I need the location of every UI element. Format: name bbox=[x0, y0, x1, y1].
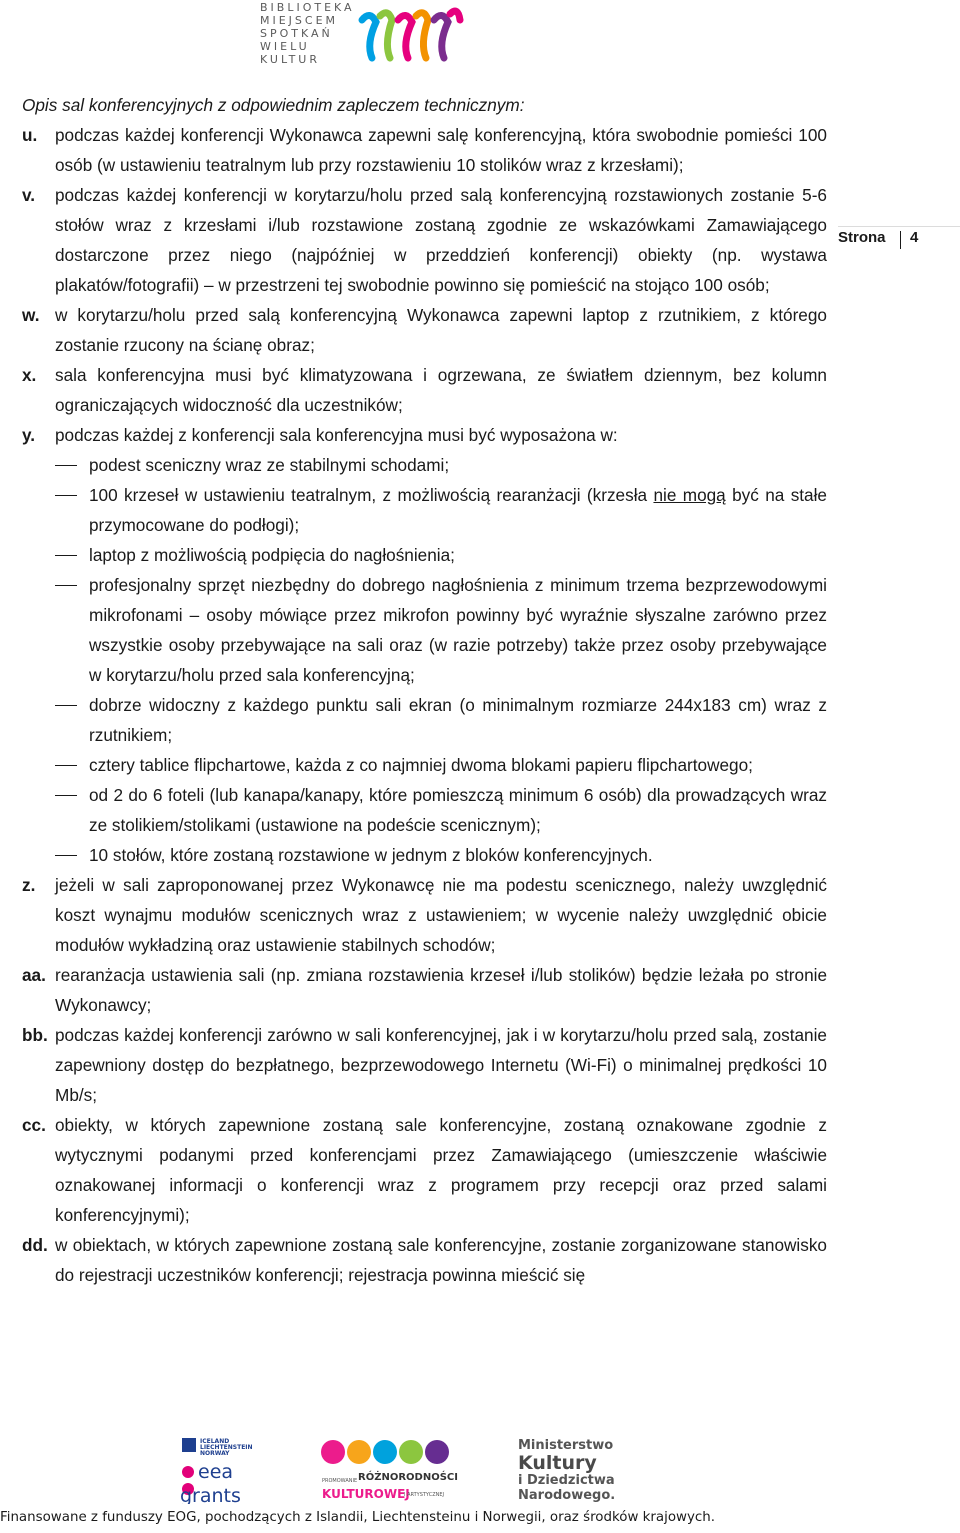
item-text: sala konferencyjna musi być klimatyzowana i ogrzewana, ze światłem dziennym, bez kolumn ograniczających widoczność dla uczestników; bbox=[55, 365, 827, 415]
item-marker: bb. bbox=[22, 1025, 48, 1045]
equipment-text: od 2 do 6 foteli (lub kanapa/kanapy, które pomieszczą minimum 6 osób) dla prowadzących wraz ze stolikiem/stolikami (ustawione na podeście scenicznym); bbox=[89, 785, 827, 835]
eea-country: ICELAND bbox=[200, 1438, 230, 1445]
list-item bbox=[22, 1020, 827, 1110]
ministry-line: i Dziedzictwa bbox=[518, 1473, 615, 1488]
funding-logos bbox=[170, 1432, 640, 1504]
equipment-text: profesjonalny sprzęt niezbędny do dobrego nagłośnienia z minimum trzema bezprzewodowymi mikrofonami – osoby mówiące przez mikrofon powinny być wyraźnie słyszalne zarówno przez wszystkie osoby przebywające na sali oraz (w razie potrzeby) także przez osoby przebywające w korytarzu/holu przed sala konferencyjną; bbox=[89, 575, 827, 685]
item-marker: z. bbox=[22, 875, 36, 895]
library-logo bbox=[258, 0, 378, 72]
equipment-text: dobrze widoczny z każdego punktu sali ekran (o minimalnym rozmiarze 244x183 cm) wraz z rzutnikiem; bbox=[89, 695, 827, 745]
page-number-label bbox=[838, 229, 960, 251]
list-item bbox=[22, 960, 827, 1020]
logo-caption: PROMOWANIE bbox=[322, 1478, 358, 1484]
people-figures-icon bbox=[356, 6, 466, 66]
divider bbox=[838, 226, 960, 227]
ministry-line: Kultury bbox=[518, 1452, 597, 1474]
logo-line: WIELU bbox=[260, 40, 310, 53]
equipment-text: laptop z możliwością podpięcia do nagłośnienia; bbox=[89, 545, 455, 565]
item-text: obiekty, w których zapewnione zostaną sale konferencyjne, zostaną oznakowane zgodnie z wytycznymi podanymi przed konferencjami przez Zamawiającego (umieszczenie właściwie oznakowanej informacji o konferencji wraz z programem przy recepcji oraz przed salami konferencyjnymi); bbox=[55, 1115, 827, 1225]
section-intro: Opis sal konferencyjnych z odpowiednim zapleczem technicznym: bbox=[22, 95, 525, 115]
grants-word: grants bbox=[180, 1485, 241, 1504]
item-text: podczas każdej konferencji Wykonawca zapewni salę konferencyjną, która swobodnie pomieści 100 osób (w ustawieniu teatralnym lub przy rozstawieniu 10 stolików wraz z krzesłami); bbox=[55, 125, 827, 175]
list-item bbox=[22, 120, 827, 180]
item-text: podczas każdej z konferencji sala konferencyjna musi być wyposażona w: bbox=[55, 425, 618, 445]
eea-word: eea bbox=[198, 1461, 234, 1483]
equipment-item bbox=[55, 750, 827, 780]
equipment-item bbox=[55, 540, 827, 570]
eea-country: NORWAY bbox=[200, 1450, 230, 1457]
list-item bbox=[22, 870, 827, 960]
list-item bbox=[22, 1110, 827, 1230]
equipment-item bbox=[55, 840, 827, 870]
item-text: w obiektach, w których zapewnione zostaną sale konferencyjne, zostanie zorganizowane stanowisko do rejestracji uczestników konferencji; rejestracja powinna mieścić się bbox=[55, 1235, 827, 1285]
equipment-item bbox=[55, 450, 827, 480]
list-item bbox=[22, 360, 827, 420]
item-text: jeżeli w sali zaproponowanej przez Wykonawcę nie ma podestu scenicznego, należy uwzględnić koszt wynajmu modułów scenicznych wraz z ustawieniem; w wycenie należy uwzględnić obicie modułów wykładziną oraz ustawienie stabilnych schodów; bbox=[55, 875, 827, 955]
equipment-text: cztery tablice flipchartowe, każda z co najmniej dwoma blokami papieru flipchartowego; bbox=[89, 755, 753, 775]
ministry-line: Ministerstwo bbox=[518, 1438, 614, 1453]
list-item bbox=[22, 1230, 827, 1290]
logo-line: MIEJSCEM bbox=[260, 14, 339, 27]
item-marker: x. bbox=[22, 365, 37, 385]
equipment-item bbox=[55, 480, 827, 540]
ministry-line: Narodowego. bbox=[518, 1488, 616, 1503]
logo-caption: RÓŻNORODNOŚCI bbox=[358, 1472, 458, 1483]
item-marker: dd. bbox=[22, 1235, 48, 1255]
item-marker: aa. bbox=[22, 965, 46, 985]
logo-line: KULTUR bbox=[260, 53, 320, 66]
page-word: Strona bbox=[838, 229, 886, 246]
equipment-item bbox=[55, 570, 827, 690]
logo-caption: KULTUROWEJ bbox=[322, 1487, 410, 1501]
eea-grants-logo bbox=[180, 1438, 253, 1504]
equipment-list bbox=[55, 450, 827, 870]
divider bbox=[900, 231, 901, 249]
item-text: rearanżacja ustawienia sali (np. zmiana rozstawienia krzeseł i/lub stolików) będzie leżała po stronie Wykonawcy; bbox=[55, 965, 827, 1015]
funding-statement: Finansowane z funduszy EOG, pochodzących z Islandii, Liechtensteinu i Norwegii, oraz środków krajowych. bbox=[0, 1510, 716, 1525]
roznorodnosci-logo bbox=[321, 1440, 458, 1501]
equipment-text: być na stałe przymocowane do podłogi); bbox=[89, 485, 827, 535]
logo-line: SPOTKAŃ bbox=[260, 27, 333, 40]
list-item bbox=[22, 300, 827, 360]
item-marker: u. bbox=[22, 125, 38, 145]
list-item bbox=[22, 420, 827, 870]
item-marker: y. bbox=[22, 425, 36, 445]
equipment-text: 10 stołów, które zostaną rozstawione w jednym z bloków konferencyjnych. bbox=[89, 845, 653, 865]
logo-caption: I ARTYSTYCZNEJ bbox=[404, 1492, 445, 1498]
eea-country: LIECHTENSTEIN bbox=[200, 1444, 253, 1451]
item-text: podczas każdej konferencji w korytarzu/holu przed salą konferencyjną rozstawionych zostanie 5-6 stołów wraz z krzesłami i/lub rozstawione zostaną zgodnie ze wskazówkami Zamawiającego dostarczone przez niego (najpóźniej w przeddzień konferencji) obiekty (np. wystawa plakatów/fotografii) – w przestrzeni tej swobodnie powinno się pomieścić na stojąco 100 osób; bbox=[55, 185, 827, 295]
requirements-list bbox=[22, 120, 827, 1290]
item-marker: w. bbox=[22, 305, 40, 325]
equipment-item bbox=[55, 690, 827, 750]
item-text: w korytarzu/holu przed salą konferencyjną Wykonawca zapewni laptop z rzutnikiem, z którego zostanie rzucony na ścianę obraz; bbox=[55, 305, 827, 355]
equipment-text: 100 krzeseł w ustawieniu teatralnym, z możliwością rearanżacji (krzesła bbox=[89, 485, 654, 505]
ministerstwo-kultury-logo bbox=[518, 1438, 615, 1503]
logo-line: BIBLIOTEKA bbox=[260, 1, 355, 14]
item-marker: v. bbox=[22, 185, 36, 205]
underlined-text: nie mogą bbox=[653, 485, 726, 505]
page-number: 4 bbox=[910, 229, 919, 246]
equipment-item bbox=[55, 780, 827, 840]
item-marker: cc. bbox=[22, 1115, 46, 1135]
item-text: podczas każdej konferencji zarówno w sali konferencyjnej, jak i w korytarzu/holu przed salą, zostanie zapewniony dostęp do bezpłatnego, bezprzewodowego Internetu (Wi-Fi) o minimalnej prędkości 10 Mb/s; bbox=[55, 1025, 827, 1105]
list-item bbox=[22, 180, 827, 300]
equipment-text: podest sceniczny wraz ze stabilnymi schodami; bbox=[89, 455, 450, 475]
